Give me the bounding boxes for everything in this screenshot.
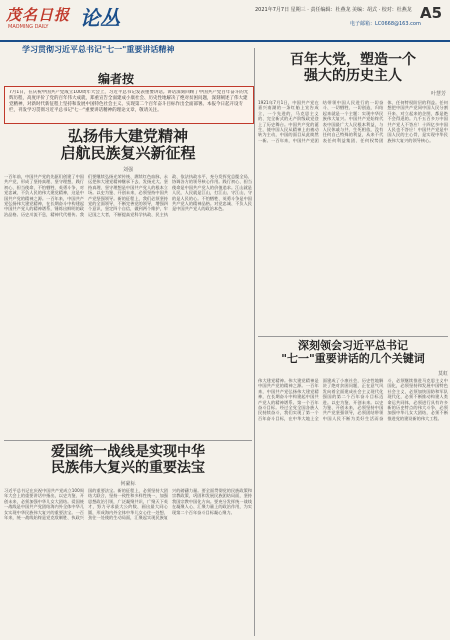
article-3-title-line2: "七一"重要讲话的几个关键词 [281,351,425,365]
article-3-title [258,340,448,365]
contact-email: 电子邮箱：LC0668@163.com [350,21,421,27]
article-1-title-line1: 弘扬伟大建党精神 [67,127,188,145]
page-number: A5 [420,4,443,22]
article-4-body: 习近平总书记在庆祝中国共产党成立100周年大会上的重要讲话中指出，以史为鉴、开创未来，必须加强中华儿女大团结。爱国统一战线是中国共产党团结海内外全体中华儿女实现中华民族伟大复兴的重要法宝。一百年来，统一战线始终是党克敌制胜、执政兴国的重要法宝。新的征程上，必须坚持大团结大联合，坚持一致性和多样性统一，加强思想政治引领，广泛凝聚共识，广聚天下英才，努力寻求最大公约数、画出最大同心圆，形成海内外全体中华儿女心往一处想、劲往一处使的生动局面，汇聚起实现民族复兴的磅礴力量。要全面贯彻党的民族政策和宗教政策，巩固和发展民族团结局面，坚持我国宗教中国化方向。要充分发挥统一战线在凝聚人心、汇聚力量上的政治作用，为实现第二个百年奋斗目标凝心聚力。 [4,488,252,521]
column-banner: 学习贯彻习近平总书记"七一"重要讲话精神 [22,45,175,54]
article-3-title-line1: 深刻领会习近平总书记 [298,339,408,352]
article-4-title-line1: 爱国统一战线是实现中华 [51,444,205,460]
article-2-byline: 叶慧芳 [430,91,446,97]
article-4-title-line2: 民族伟大复兴的重要法宝 [51,460,205,477]
article-3-body: 伟大建党精神。伟大建党精神是中国共产党的精神之源。一百年来，中国共产党弘扬伟大建党精神，在长期奋斗中构建起中国共产党人的精神谱系。第一个百年奋斗目标。经过全党全国各族人民持续奋斗，我们实现了第一个百年奋斗目标，在中华大地上全面建成了小康社会，历史性地解决了绝对贫困问题，正在意气风发向着全面建成社会主义现代化强国的第二个百年奋斗目标迈进。以史为鉴、开创未来。以史为鉴、开创未来，必须坚持中国共产党坚强领导，必须团结带领中国人民不断为美好生活而奋斗，必须继续推进马克思主义中国化，必须坚持和发展中国特色社会主义，必须加快国防和军队现代化，必须不断推动构建人类命运共同体，必须进行具有许多新的历史特点的伟大斗争，必须加强中华儿女大团结，必须不断推进党的建设新的伟大工程。 [258,378,448,421]
newspaper-logo-sub: MAOMING DAILY [8,24,49,30]
article-2-body: 1921年7月1日，中国共产党在嘉兴南湖的一条红船上宣告成立，一个先进的、马克思主义的、完全新式的无产阶级政党登上了历史舞台。中国共产党的诞生，使中国人民从精神上由被动转为主动，中国的面目从此焕然一新。一百年来，中国共产党团结带领中国人民进行的一切奋斗、一切牺牲、一切创造，归结起来就是一个主题：实现中华民族伟大复兴。中国共产党始终代表中国最广大人民根本利益，与人民休戚与共、生死相依，没有任何自己特殊的利益，从来不代表任何利益集团、任何权势团体、任何特权阶层的利益。任何想把中国共产党同中国人民分割开来、对立起来的企图，都是绝不会得逞的。九千五百多万中国共产党人不答应！十四亿多中国人民也不答应！中国共产党是中国人民的主心骨，是实现中华民族伟大复兴的领导核心。 [258,100,448,143]
article-2-title-line2: 强大的历史主人 [304,68,402,85]
editor-note-box [4,86,254,124]
header-divider [0,40,450,42]
issue-meta: 2021年7月7日 星期三 · 责任编辑：杜燕龙 美编：胡式 · 校对：杜燕龙 [255,7,412,13]
article-4-title [4,444,252,476]
article-1-byline: 刘强 [122,167,133,173]
article-1-title-line2: 启航民族复兴新征程 [60,144,196,163]
editor-note-title: 编者按 [98,72,135,86]
article-2-title [260,52,446,84]
article-2-title-line1: 百年大党，塑造一个 [290,52,416,68]
column-divider [254,48,255,636]
article-1-body: 一百年前，中国共产党的先驱们创建了中国共产党，形成了坚持真理、坚守理想，践行初心、担当使命，不怕牺牲、英勇斗争，对党忠诚、不负人民的伟大建党精神，这是中国共产党的精神之源。一百年来，中国共产党弘扬伟大建党精神，在长期奋斗中构建起中国共产党人的精神谱系，锤炼出鲜明的政治品格。历史川流不息，精神代代相传。我们要继续弘扬光荣传统、赓续红色血脉，永远把伟大建党精神继承下去、发扬光大。坚持真理、坚守理想是中国共产党人的根本立场。以史为鉴、开创未来，必须坚持中国共产党坚强领导。新的征程上，我们必须坚持党的全面领导，不断完善党的领导，增强四个意识，坚定四个自信，做到两个维护，牢记国之大者，不断提高党科学执政、民主执政、依法执政水平，充分发挥党总揽全局、协调各方的领导核心作用。践行初心、担当使命是中国共产党人的价值追求。江山就是人民，人民就是江山，打江山、守江山，守的是人民的心。不怕牺牲、英勇斗争是中国共产党人的精神品格。对党忠诚、不负人民是中国共产党人的政治本色。 [4,174,252,217]
newspaper-logo: 茂名日报 [6,6,71,24]
article-4-byline: 何豪标 [120,481,136,487]
article-3-byline: 莫虹 [437,371,448,377]
section-title: 论丛 [80,6,120,30]
section-divider-right [258,336,448,337]
article-1-title [4,128,252,163]
editor-note-text: 7月1日，在庆祝中国共产党成立100周年大会上，习近平总书记发表重要讲话。讲话深刻回顾了中国共产党百年奋斗的光辉历程，高度评价了党的百年伟大成就，郑重宣告全面建成小康社会、历史性地解决了绝对贫困问题，深刻阐述了伟大建党精神，对新时代新征程上坚持和发展中国特色社会主义、实现第二个百年奋斗目标作出全面部署。本报今日起开设专栏，刊发学习贯彻习近平总书记"七一"重要讲话精神的理论文章，敬请关注。 [9,90,249,113]
section-divider-left [4,440,252,441]
